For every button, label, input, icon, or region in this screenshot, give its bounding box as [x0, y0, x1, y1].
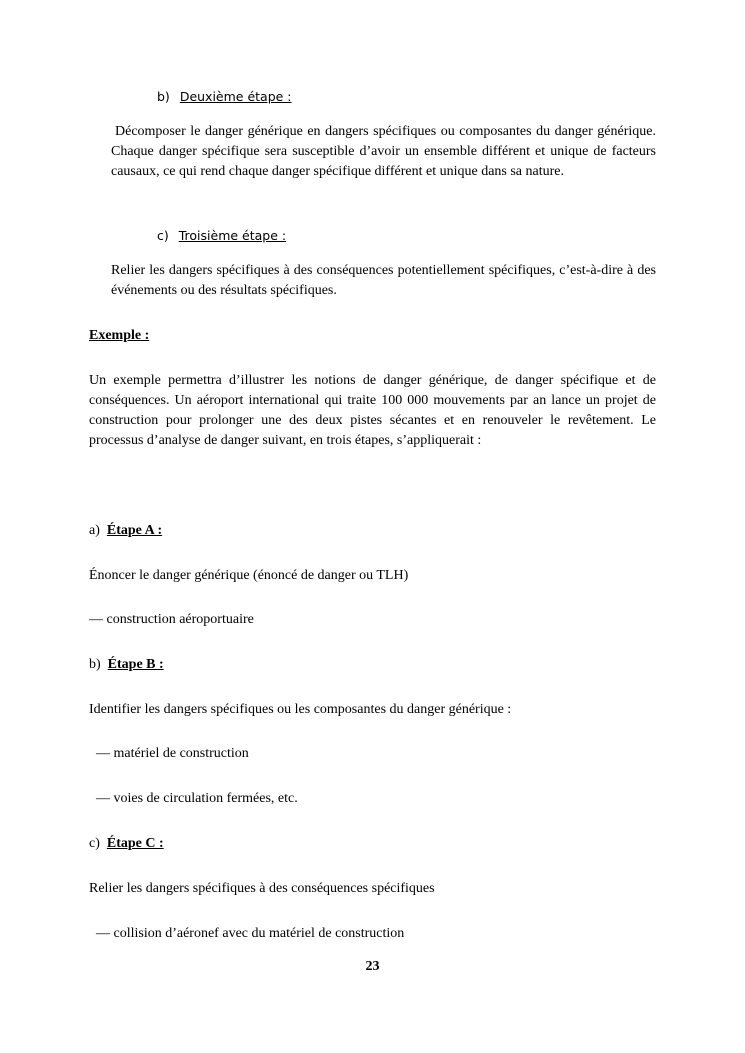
etape-title: Étape A :	[106, 523, 163, 538]
list-marker: c)	[157, 228, 169, 243]
list-marker: b)	[157, 89, 170, 104]
paragraph-deuxieme-etape: Décomposer le danger générique en dangers spécifiques ou composantes du danger générique. Chaque danger spécifique sera susceptible d’avoir un ensemble différent et unique de facteurs causaux, ce qui rend chaque danger spécifique différent et unique dans sa nature.	[111, 124, 656, 179]
list-marker: c)	[89, 836, 100, 851]
list-item: — voies de circulation fermées, etc.	[96, 791, 298, 806]
etape-a-heading	[89, 522, 162, 540]
sub-heading-title: Troisième étape :	[178, 228, 287, 243]
list-item: — construction aéroportuaire	[89, 612, 254, 627]
sub-heading-deuxieme-etape	[157, 89, 292, 105]
list-item: — collision d’aéronef avec du matériel de construction	[96, 926, 405, 941]
list-marker: a)	[89, 523, 100, 538]
etape-b-instruction: Identifier les dangers spécifiques ou les composantes du danger générique :	[89, 702, 512, 717]
example-heading: Exemple :	[89, 328, 150, 343]
etape-b-heading	[89, 656, 164, 674]
etape-title: Étape B :	[107, 657, 164, 672]
etape-c-heading	[89, 835, 164, 853]
example-intro-paragraph: Un exemple permettra d’illustrer les notions de danger générique, de danger spécifique et de conséquences. Un aéroport international qui traite 100 000 mouvements par an lance un projet de construction pour prolonger une des deux pistes sécantes et en renouveler le revêtement. Le processus d’analyse de danger suivant, en trois étapes, s’appliquerait :	[89, 373, 656, 448]
etape-a-instruction: Énoncer le danger générique (énoncé de danger ou TLH)	[89, 568, 409, 583]
paragraph-troisieme-etape: Relier les dangers spécifiques à des conséquences potentiellement spécifiques, c’est-à-dire à des événements ou des résultats spécifiques.	[111, 263, 656, 298]
list-item: — matériel de construction	[96, 746, 249, 761]
sub-heading-troisieme-etape	[157, 228, 286, 244]
list-marker: b)	[89, 657, 101, 672]
etape-c-instruction: Relier les dangers spécifiques à des conséquences spécifiques	[89, 881, 435, 896]
etape-title: Étape C :	[106, 836, 164, 851]
page-number: 23	[365, 959, 380, 974]
sub-heading-title: Deuxième étape :	[179, 89, 292, 104]
